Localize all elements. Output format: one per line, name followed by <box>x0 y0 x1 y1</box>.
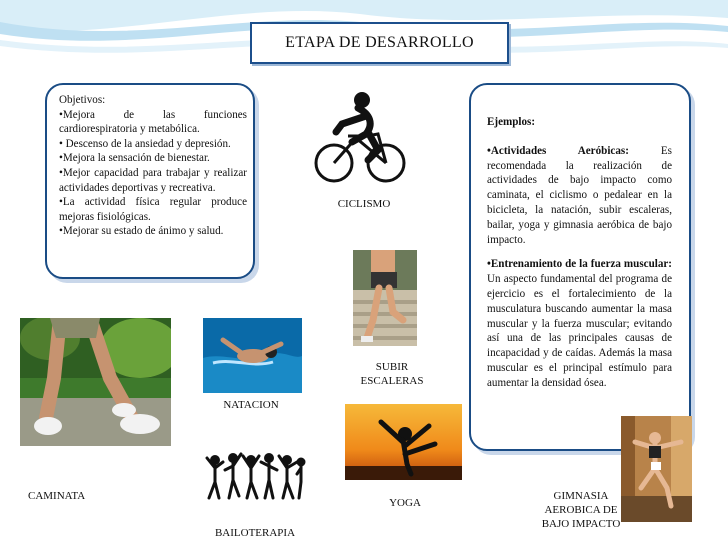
objective-item: •Mejora de las funciones cardiorespiratoria y metabólica. <box>59 108 247 136</box>
objectives-heading: Objetivos: <box>59 94 106 106</box>
yoga-image <box>345 404 462 480</box>
aerobic-text: Es recomendada la realización de actividades de bajo impacto como caminata, el ciclismo o pedalear en la bicicleta, la natación, subir escaleras, bailar, yoga y gimnasia aeróbica de bajo impacto. <box>487 144 672 246</box>
objective-item: • Descenso de la ansiedad y depresión. <box>59 137 231 150</box>
walking-label: CAMINATA <box>28 490 86 502</box>
aerobics-label-line3: BAJO IMPACTO <box>541 518 621 530</box>
aerobics-image <box>621 416 692 522</box>
dance-label: BAILOTERAPIA <box>214 527 296 539</box>
objectives-box <box>45 83 255 279</box>
stairs-image <box>353 250 417 346</box>
objective-item: •Mejor capacidad para trabajar y realizar actividades deportivas y recreativa. <box>59 166 247 194</box>
page-title: ETAPA DE DESARROLLO <box>250 22 509 64</box>
walking-image <box>20 318 171 446</box>
cycling-image <box>312 88 408 190</box>
dance-image <box>203 450 307 504</box>
swimming-image <box>203 318 302 393</box>
aerobics-label <box>533 489 629 531</box>
cycling-label: CICLISMO <box>337 198 391 210</box>
aerobics-label-line1: GIMNASIA <box>553 490 609 502</box>
stairs-label-line2: ESCALERAS <box>360 375 424 387</box>
stairs-label-line1: SUBIR <box>375 361 409 373</box>
strength-heading: •Entrenamiento de la fuerza muscular: <box>487 258 672 271</box>
examples-paragraph-strength <box>487 257 672 390</box>
examples-box <box>469 83 691 451</box>
stairs-label <box>352 360 432 388</box>
swimming-label: NATACION <box>223 399 279 411</box>
examples-heading: Ejemplos: <box>487 116 536 128</box>
yoga-label: YOGA <box>389 497 421 509</box>
objective-item: •Mejora la sensación de bienestar. <box>59 152 210 165</box>
aerobics-label-line2: AEROBICA DE <box>544 504 618 516</box>
aerobic-heading: •Actividades Aeróbicas: <box>487 144 629 157</box>
examples-paragraph-aerobic <box>487 144 672 248</box>
strength-text: Un aspecto fundamental del programa de ejercicio es el fortalecimiento de la musculatura buscando aumentar la masa muscular y la fuerza muscular; evitando así una de las principales causas de incapacidad y de caídas. Además la masa muscular es el principal estímulo para aumentar la densidad ósea. <box>487 273 672 389</box>
objective-item: •Mejorar su estado de ánimo y salud. <box>59 225 224 238</box>
objective-item: •La actividad física regular produce mejoras fisiológicas. <box>59 196 247 223</box>
